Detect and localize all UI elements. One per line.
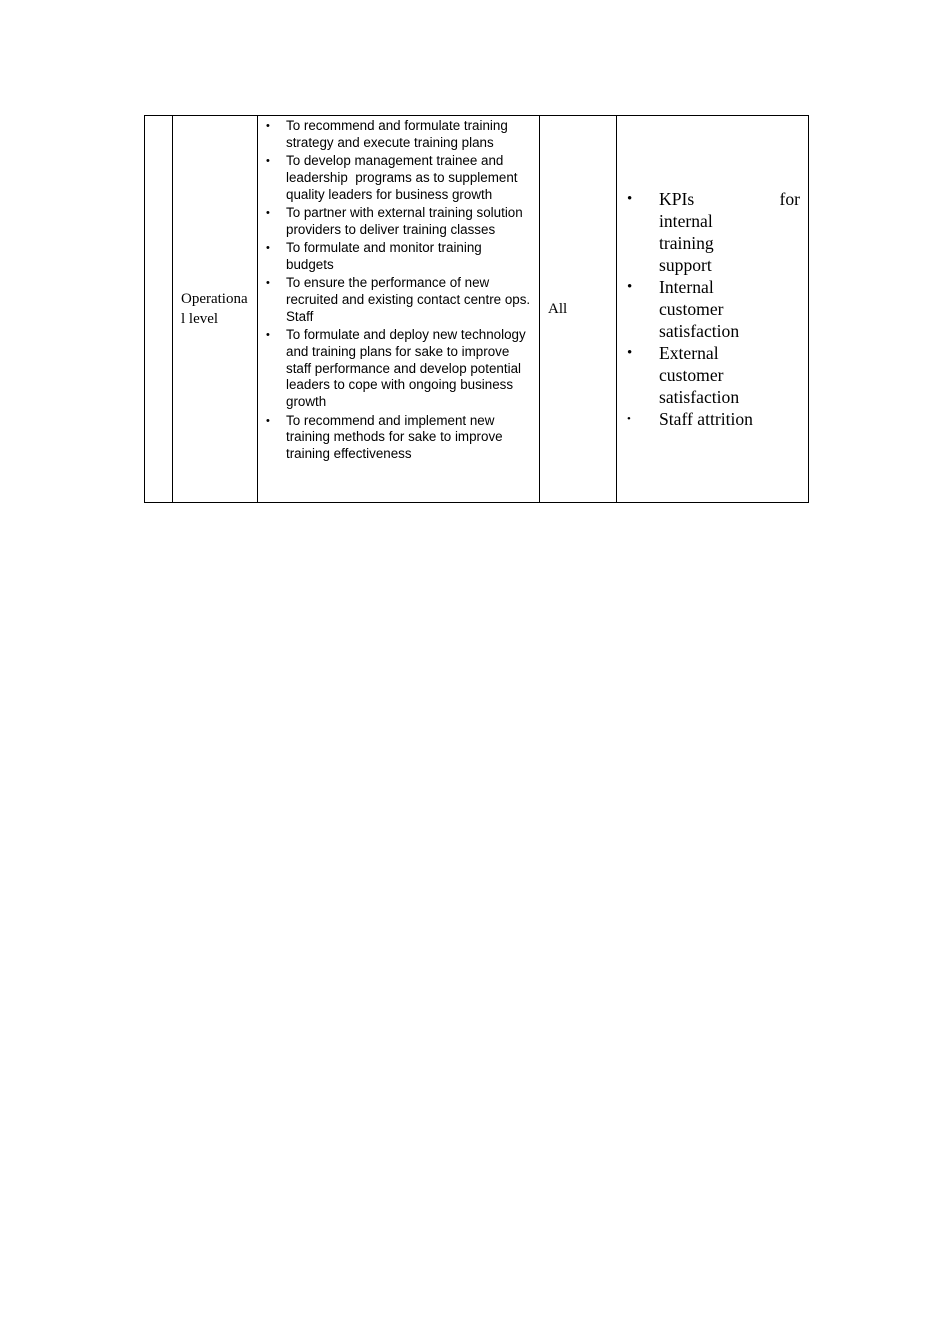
- bullet-icon: •: [627, 413, 631, 425]
- list-item: • External customer satisfaction: [627, 343, 740, 407]
- bullet-icon: •: [266, 120, 270, 132]
- list-item: • KPIs for internal training support: [627, 189, 800, 275]
- bullet-icon: •: [266, 277, 270, 290]
- list-item: • Staff attrition: [627, 409, 753, 429]
- bullet-icon: •: [627, 345, 633, 361]
- bullet-icon: •: [266, 155, 270, 168]
- table-row: [145, 116, 809, 503]
- kpi-list: [623, 188, 800, 430]
- scope-cell: [540, 116, 617, 503]
- list-item: • To partner with external training solution providers to deliver training classes: [266, 204, 523, 237]
- list-item: • Internal customer satisfaction: [627, 277, 740, 341]
- list-item: • To recommend and formulate training strategy and execute training plans: [266, 118, 508, 150]
- bullet-icon: •: [627, 279, 633, 295]
- level-text: Operational level: [181, 291, 248, 327]
- list-item: • To formulate and monitor training budgets: [266, 240, 482, 272]
- kpi-cell: [617, 116, 809, 503]
- duties-list: [266, 118, 533, 463]
- duties-cell: [258, 116, 540, 503]
- blank-cell: [145, 116, 173, 503]
- bullet-icon: •: [627, 191, 633, 207]
- list-item: • To ensure the performance of new recruited and existing contact centre ops. Staff: [266, 275, 531, 324]
- bullet-icon: •: [266, 242, 270, 255]
- bullet-icon: •: [266, 414, 270, 427]
- bullet-icon: •: [266, 206, 270, 219]
- scope-text: All: [548, 300, 568, 317]
- bullet-icon: •: [266, 329, 270, 342]
- list-item: • To develop management trainee and leadership programs as to supplement quality leaders for business growth: [266, 153, 522, 202]
- kpi-table: [144, 115, 809, 503]
- list-item: • To formulate and deploy new technology and training plans for sake to improve staff performance and develop potential leaders to cope with ongoing business growth: [266, 327, 526, 410]
- level-cell: [173, 116, 258, 503]
- list-item: • To recommend and implement new training methods for sake to improve training effectiveness: [266, 412, 503, 462]
